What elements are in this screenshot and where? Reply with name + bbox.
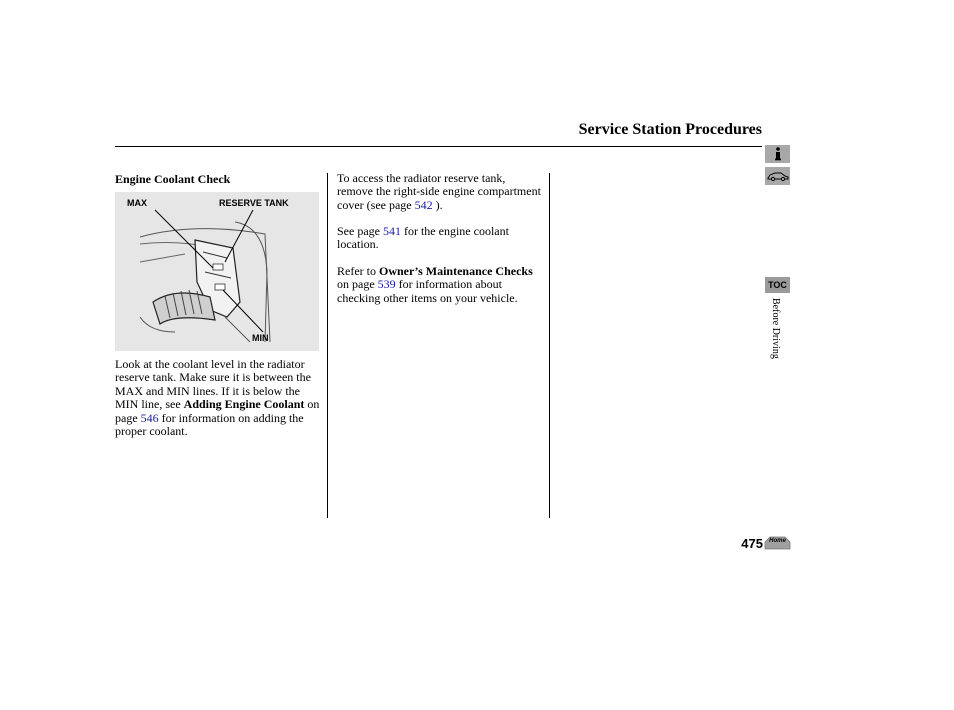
- page-title: Service Station Procedures: [578, 121, 762, 138]
- maintenance-checks-paragraph: [337, 265, 542, 305]
- figure-label-max: MAX: [127, 198, 147, 208]
- coolant-level-paragraph: [115, 358, 322, 438]
- car-glyph: [767, 170, 789, 182]
- page-number: 475: [741, 536, 763, 551]
- text: on page: [115, 397, 320, 425]
- owners-maintenance-checks-ref: Owner’s Maintenance Checks: [378, 264, 533, 278]
- adding-engine-coolant-ref: Adding Engine Coolant: [183, 397, 305, 412]
- toc-button[interactable]: TOC: [765, 277, 790, 293]
- page-link-546[interactable]: 546: [140, 410, 159, 425]
- text: for the engine coolant location.: [337, 224, 509, 252]
- car-icon[interactable]: [765, 167, 790, 185]
- page-link-539[interactable]: 539: [377, 277, 396, 292]
- page-link-541[interactable]: 541: [382, 224, 401, 238]
- text: for information on adding the proper coolant.: [115, 410, 304, 439]
- text: To access the radiator reserve tank, remove the right-side engine compartment cover (see page: [337, 171, 541, 212]
- home-button[interactable]: [764, 535, 791, 550]
- section-heading: Engine Coolant Check: [115, 172, 231, 186]
- coolant-tank-figure: [115, 192, 319, 351]
- title-rule: [115, 146, 762, 147]
- text: on page: [337, 277, 378, 292]
- figure-label-reserve-tank: RESERVE TANK: [219, 198, 289, 208]
- text: for information about checking other items on your vehicle.: [337, 277, 518, 305]
- figure-label-min: MIN: [252, 333, 269, 343]
- page-link-542[interactable]: 542: [414, 197, 433, 212]
- text: ).: [432, 197, 443, 212]
- access-tank-paragraph: [337, 172, 542, 212]
- home-label: Home: [769, 538, 786, 544]
- coolant-location-paragraph: [337, 225, 542, 252]
- info-icon[interactable]: [765, 145, 790, 163]
- column-divider-1: [327, 173, 328, 518]
- column-divider-2: [549, 173, 550, 518]
- text: See page: [337, 224, 383, 238]
- coolant-tank-illustration: [115, 192, 319, 351]
- section-tab-label: Before Driving: [770, 298, 781, 359]
- text: Look at the coolant level in the radiator reserve tank. Make sure it is between the MAX and MIN lines. If it is below the MIN line, see: [115, 357, 311, 412]
- text: Refer to: [337, 264, 379, 278]
- info-glyph: [773, 147, 783, 161]
